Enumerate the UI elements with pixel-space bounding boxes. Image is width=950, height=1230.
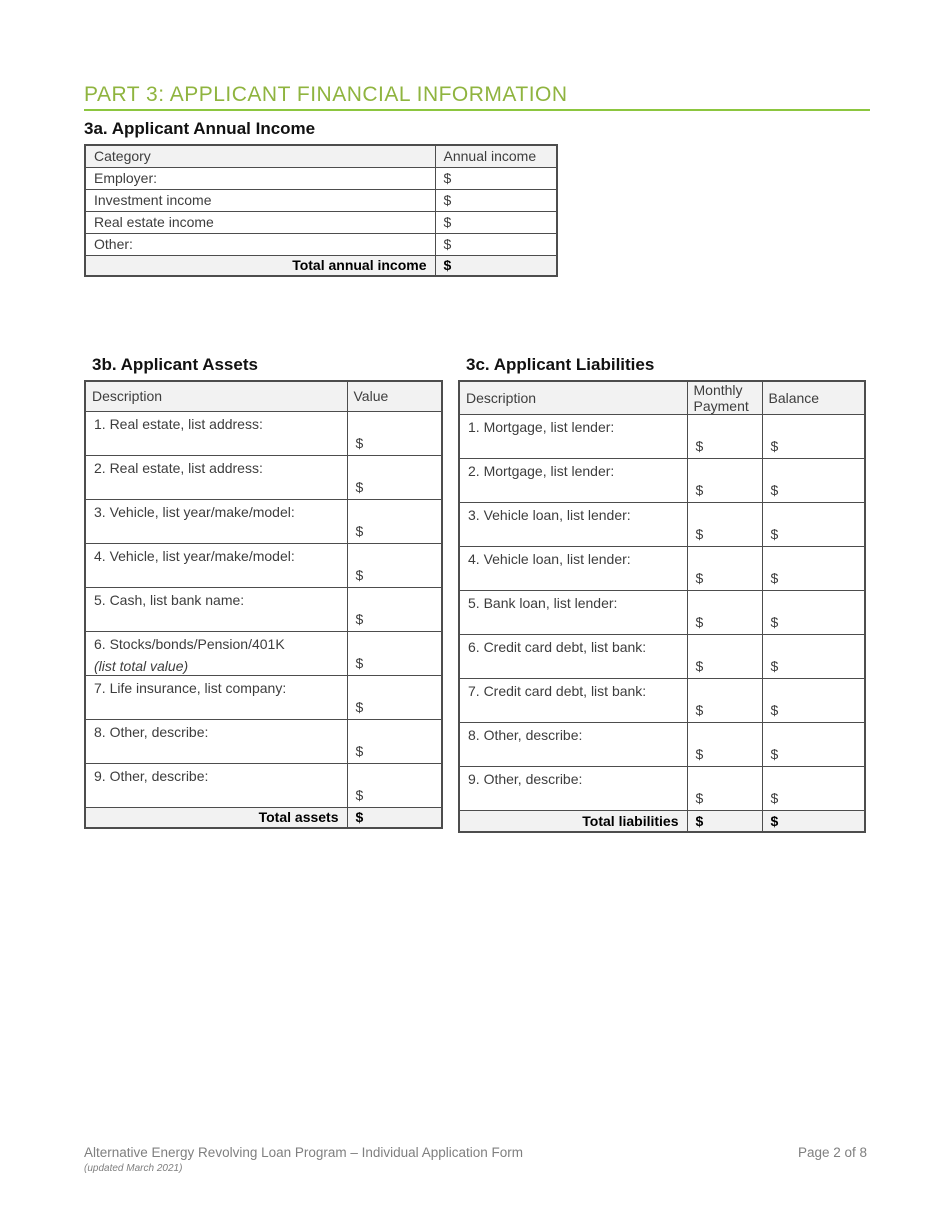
asset-row-label: 7. Life insurance, list company: bbox=[85, 675, 347, 719]
total-assets-value: $ bbox=[347, 807, 442, 828]
table-row bbox=[85, 763, 442, 807]
total-liabilities-monthly: $ bbox=[687, 811, 762, 832]
liability-row-balance: $ bbox=[762, 679, 865, 723]
total-row bbox=[85, 807, 442, 828]
total-liabilities-label: Total liabilities bbox=[459, 811, 687, 832]
table-row bbox=[85, 543, 442, 587]
column-header-annual-income: Annual income bbox=[435, 145, 557, 167]
asset-row-value: $ bbox=[347, 675, 442, 719]
asset-row-value: $ bbox=[347, 719, 442, 763]
income-row-value: $ bbox=[435, 189, 557, 211]
liability-row-balance: $ bbox=[762, 591, 865, 635]
footer-page-number: Page 2 of 8 bbox=[797, 1145, 867, 1160]
table-row bbox=[459, 767, 865, 811]
asset-row-value: $ bbox=[347, 411, 442, 455]
liability-row-balance: $ bbox=[762, 459, 865, 503]
liability-row-label: 4. Vehicle loan, list lender: bbox=[459, 547, 687, 591]
table-row bbox=[85, 189, 557, 211]
asset-row-label: 8. Other, describe: bbox=[85, 719, 347, 763]
asset-row-label-sub: (list total value) bbox=[94, 657, 189, 674]
liability-row-monthly: $ bbox=[687, 679, 762, 723]
table-row bbox=[459, 415, 865, 459]
table-header-row bbox=[85, 145, 557, 167]
table-header-row bbox=[85, 381, 442, 411]
column-header-balance: Balance bbox=[762, 381, 865, 415]
liability-row-label: 5. Bank loan, list lender: bbox=[459, 591, 687, 635]
liability-row-balance: $ bbox=[762, 547, 865, 591]
annual-income-table bbox=[84, 144, 558, 277]
liability-row-monthly: $ bbox=[687, 723, 762, 767]
liability-row-balance: $ bbox=[762, 723, 865, 767]
table-row bbox=[85, 411, 442, 455]
table-row bbox=[459, 591, 865, 635]
liability-row-balance: $ bbox=[762, 767, 865, 811]
assets-table bbox=[84, 380, 443, 829]
column-header-monthly-payment: Monthly Payment bbox=[687, 381, 762, 415]
asset-row-value: $ bbox=[347, 763, 442, 807]
total-assets-label: Total assets bbox=[85, 807, 347, 828]
liability-row-label: 9. Other, describe: bbox=[459, 767, 687, 811]
column-header-value: Value bbox=[347, 381, 442, 411]
total-annual-income-label: Total annual income bbox=[85, 255, 435, 276]
asset-row-label-main: 6. Stocks/bonds/Pension/401K bbox=[94, 635, 285, 652]
asset-row-value: $ bbox=[347, 499, 442, 543]
income-row-label: Investment income bbox=[85, 189, 435, 211]
total-annual-income-value: $ bbox=[435, 255, 557, 276]
asset-row-label: 3. Vehicle, list year/make/model: bbox=[85, 499, 347, 543]
heading-rule bbox=[84, 109, 870, 111]
asset-row-label: 2. Real estate, list address: bbox=[85, 455, 347, 499]
table-row bbox=[85, 631, 442, 675]
liability-row-label: 8. Other, describe: bbox=[459, 723, 687, 767]
table-row bbox=[85, 587, 442, 631]
income-row-label: Real estate income bbox=[85, 211, 435, 233]
liability-row-balance: $ bbox=[762, 503, 865, 547]
asset-row-label bbox=[85, 631, 347, 675]
liability-row-label: 1. Mortgage, list lender: bbox=[459, 415, 687, 459]
liability-row-label: 7. Credit card debt, list bank: bbox=[459, 679, 687, 723]
asset-row-label: 4. Vehicle, list year/make/model: bbox=[85, 543, 347, 587]
section-title-assets: 3b. Applicant Assets bbox=[92, 355, 258, 374]
asset-row-value: $ bbox=[347, 631, 442, 675]
liability-row-monthly: $ bbox=[687, 591, 762, 635]
table-header-row bbox=[459, 381, 865, 415]
liability-row-monthly: $ bbox=[687, 503, 762, 547]
asset-row-label: 5. Cash, list bank name: bbox=[85, 587, 347, 631]
asset-row-value: $ bbox=[347, 543, 442, 587]
liability-row-label: 3. Vehicle loan, list lender: bbox=[459, 503, 687, 547]
income-row-label: Other: bbox=[85, 233, 435, 255]
income-row-value: $ bbox=[435, 167, 557, 189]
section-title-annual-income: 3a. Applicant Annual Income bbox=[84, 119, 316, 138]
liability-row-monthly: $ bbox=[687, 459, 762, 503]
footer-program-title: Alternative Energy Revolving Loan Program – Individual Application Form bbox=[84, 1145, 523, 1160]
asset-row-label: 9. Other, describe: bbox=[85, 763, 347, 807]
table-row bbox=[459, 547, 865, 591]
table-row bbox=[85, 719, 442, 763]
column-header-description: Description bbox=[85, 381, 347, 411]
total-row bbox=[459, 811, 865, 832]
footer-updated-date: (updated March 2021) bbox=[84, 1163, 183, 1174]
liability-row-monthly: $ bbox=[687, 767, 762, 811]
table-row bbox=[85, 675, 442, 719]
liability-row-monthly: $ bbox=[687, 547, 762, 591]
column-header-category: Category bbox=[85, 145, 435, 167]
liability-row-monthly: $ bbox=[687, 415, 762, 459]
asset-row-value: $ bbox=[347, 455, 442, 499]
liability-row-label: 2. Mortgage, list lender: bbox=[459, 459, 687, 503]
total-row bbox=[85, 255, 557, 276]
liability-row-label: 6. Credit card debt, list bank: bbox=[459, 635, 687, 679]
liability-row-balance: $ bbox=[762, 415, 865, 459]
income-row-value: $ bbox=[435, 211, 557, 233]
table-row bbox=[459, 635, 865, 679]
asset-row-value: $ bbox=[347, 587, 442, 631]
asset-row-label: 1. Real estate, list address: bbox=[85, 411, 347, 455]
income-row-value: $ bbox=[435, 233, 557, 255]
table-row bbox=[85, 455, 442, 499]
column-header-description: Description bbox=[459, 381, 687, 415]
table-row bbox=[85, 211, 557, 233]
table-row bbox=[459, 459, 865, 503]
table-row bbox=[459, 503, 865, 547]
table-row bbox=[85, 499, 442, 543]
section-title-liabilities: 3c. Applicant Liabilities bbox=[466, 355, 655, 374]
table-row bbox=[85, 167, 557, 189]
part-3-heading: PART 3: APPLICANT FINANCIAL INFORMATION bbox=[84, 83, 568, 106]
liability-row-balance: $ bbox=[762, 635, 865, 679]
liability-row-monthly: $ bbox=[687, 635, 762, 679]
income-row-label: Employer: bbox=[85, 167, 435, 189]
liabilities-table bbox=[458, 380, 866, 833]
total-liabilities-balance: $ bbox=[762, 811, 865, 832]
table-row bbox=[459, 723, 865, 767]
table-row bbox=[85, 233, 557, 255]
table-row bbox=[459, 679, 865, 723]
